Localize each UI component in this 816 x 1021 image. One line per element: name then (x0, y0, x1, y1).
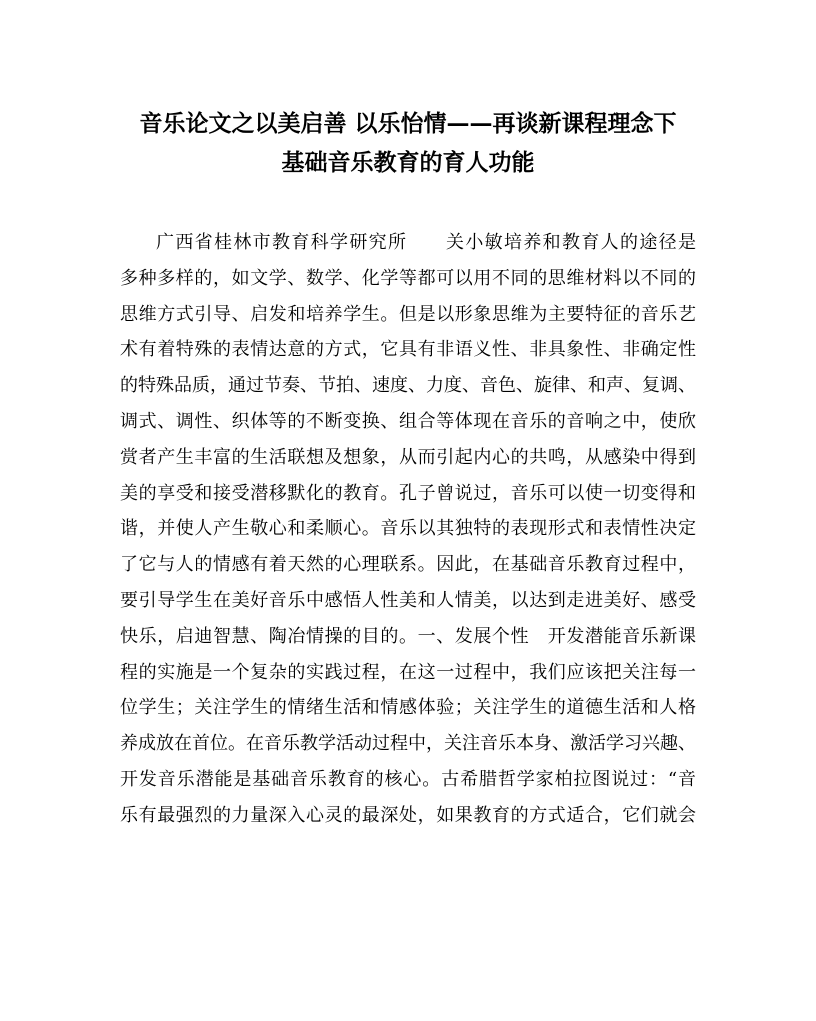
document-title-line-2: 基础音乐教育的育人功能 (281, 149, 535, 176)
body-line: 程的实施是一个复杂的实践过程，在这一过程中，我们应该把关注每一 (120, 661, 696, 683)
body-line: 开发音乐潜能是基础音乐教育的核心。古希腊哲学家柏拉图说过：“音 (120, 768, 696, 790)
body-line: 乐有最强烈的力量深入心灵的最深处，如果教育的方式适合，它们就会 (120, 804, 696, 826)
body-line: 美的享受和接受潜移默化的教育。孔子曾说过，音乐可以使一切变得和 (120, 482, 696, 504)
body-line: 调式、调性、织体等的不断变换、组合等体现在音乐的音响之中，使欣 (120, 410, 696, 432)
body-line: 术有着特殊的表情达意的方式，它具有非语义性、非具象性、非确定性 (120, 339, 696, 361)
body-line: 位学生；关注学生的情绪生活和情感体验；关注学生的道德生活和人格 (120, 697, 696, 719)
body-line: 的特殊品质，通过节奏、节拍、速度、力度、音色、旋律、和声、复调、 (120, 375, 696, 397)
body-line: 要引导学生在美好音乐中感悟人性美和人情美，以达到走进美好、感受 (120, 589, 696, 611)
body-line: 广西省桂林市教育科学研究所 关小敏培养和教育人的途径是 (156, 232, 696, 253)
body-line: 快乐，启迪智慧、陶冶情操的目的。一、发展个性 开发潜能音乐新课 (120, 625, 696, 647)
body-line: 多种多样的，如文学、数学、化学等都可以用不同的思维材料以不同的 (120, 267, 696, 289)
body-line: 思维方式引导、启发和培养学生。但是以形象思维为主要特征的音乐艺 (120, 303, 696, 325)
document-title-line-1: 音乐论文之以美启善 以乐怡情——再谈新课程理念下 (139, 110, 677, 137)
body-line: 了它与人的情感有着天然的心理联系。因此，在基础音乐教育过程中， (120, 554, 696, 576)
body-line: 赏者产生丰富的生活联想及想象，从而引起内心的共鸣，从感染中得到 (120, 446, 696, 468)
body-line: 谐，并使人产生敬心和柔顺心。音乐以其独特的表现形式和表情性决定 (120, 518, 696, 540)
body-line: 养成放在首位。在音乐教学活动过程中，关注音乐本身、激活学习兴趣、 (120, 733, 696, 755)
document-body (120, 225, 696, 834)
